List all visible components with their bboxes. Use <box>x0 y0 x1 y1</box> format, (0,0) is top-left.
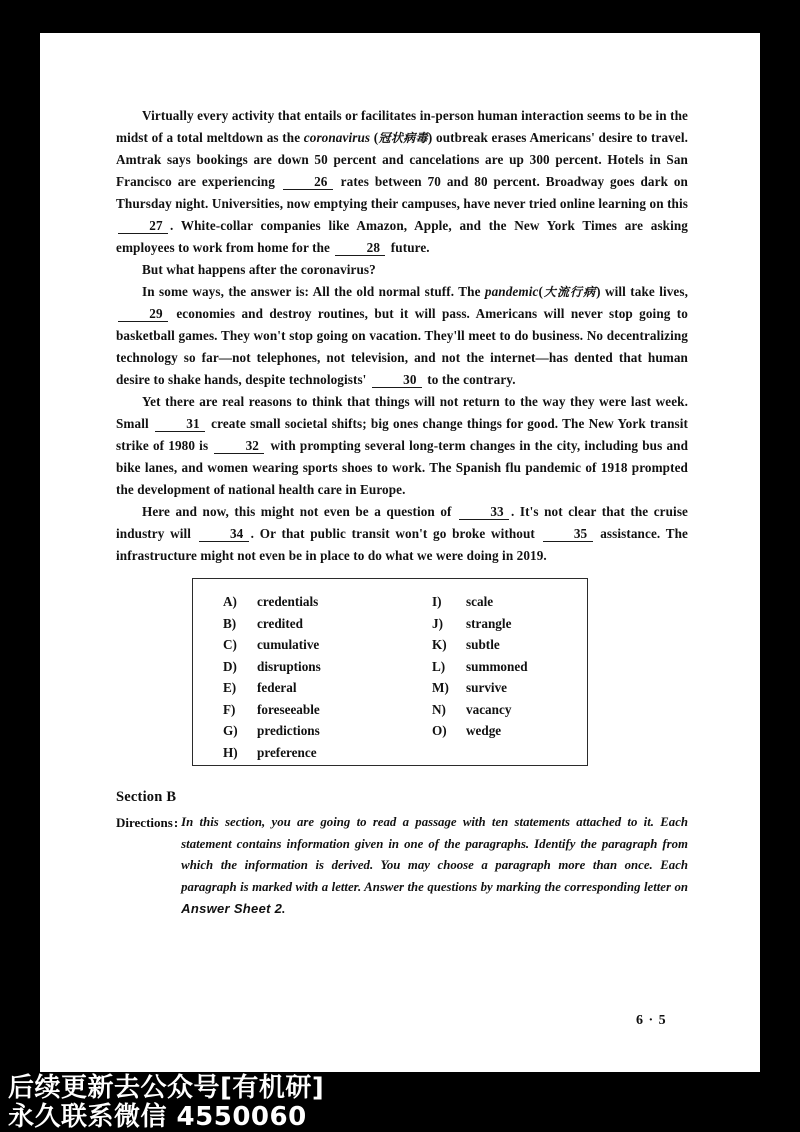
option-word: strangle <box>466 615 512 631</box>
option-word: credentials <box>257 594 319 609</box>
option-row[interactable] <box>223 656 390 678</box>
option-word: survive <box>466 680 508 695</box>
watermark-banner <box>0 1072 800 1132</box>
option-word: credited <box>257 615 303 631</box>
passage-text: Here and now, this might not even be a question of <box>142 504 458 519</box>
directions-text-before: In this section, you are going to read a passage with ten statements attached to it. Each statement contains information given in one of the paragraphs. Identify the paragraph from which the information is derived. You may choose a paragraph more than once. Each paragraph is marked with a letter. Answer the questions by marking the corresponding letter on <box>181 815 688 894</box>
passage-text: Virtually every activity that entails or facilitates in-person human interaction seems to be in the midst of a total meltdown as the <box>116 108 688 145</box>
directions-wrapper <box>116 812 688 921</box>
passage-text: economies and destroy routines, but it will pass. Americans will never stop going to basketball games. They won't stop going on vacation. They'll meet to do business. No decentralizing technology so far—not telephones, not television, and not the internet—has dented that human desire to shake hands, despite technologists' <box>116 306 688 387</box>
option-letter: D) <box>223 658 237 674</box>
option-letter: H) <box>223 744 238 760</box>
option-row[interactable] <box>223 720 390 742</box>
option-word: preference <box>257 744 317 760</box>
answer-blank-30[interactable]: 30 <box>372 372 422 388</box>
passage-text: rates between 70 and 80 percent. Broadway goes dark on Thursday night. Universities, now emptying their campuses, have never tried online learning on this <box>116 174 688 211</box>
directions-label: Directions <box>116 815 173 830</box>
passage-text: with prompting several long-term changes in the city, including bus and bike lanes, and women wearing sports shoes to work. The Spanish flu pandemic of 1918 prompted the development of national health care in Europe. <box>116 438 688 497</box>
answer-blank-34[interactable]: 34 <box>199 526 249 542</box>
directions-text-after: . <box>282 902 286 916</box>
option-letter: E) <box>223 680 237 695</box>
option-letter: A) <box>223 594 237 609</box>
passage-text: . Or that public transit won't go broke without <box>250 526 541 541</box>
passage-text: . It's not clear that the cruise industry will <box>116 504 688 541</box>
option-word: predictions <box>257 723 320 738</box>
option-letter: M) <box>432 680 449 695</box>
passage-text: ) outbreak erases Americans' desire to travel. Amtrak says bookings are down 50 percent and cancelations are up 300 percent. Hotels in San Francisco are experiencing <box>116 130 689 189</box>
chinese-gloss: 大流行病 <box>542 285 597 299</box>
option-row[interactable] <box>223 591 390 613</box>
italic-term: pandemic <box>484 284 539 299</box>
option-row[interactable] <box>432 591 587 613</box>
directions-colon: : <box>173 815 179 830</box>
option-word: subtle <box>466 637 500 652</box>
option-row[interactable] <box>432 656 587 678</box>
passage-paragraph <box>116 259 688 281</box>
answer-blank-28[interactable]: 28 <box>335 240 385 256</box>
option-word: cumulative <box>257 637 320 652</box>
passage-text: create small societal shifts; big ones change things for good. The New York transit strike of 1980 is <box>116 416 689 453</box>
option-letter: F) <box>223 701 236 717</box>
option-word: summoned <box>466 658 528 674</box>
option-word: vacancy <box>466 701 512 717</box>
word-bank-options-box <box>192 578 588 766</box>
option-row[interactable] <box>432 699 587 721</box>
passage-text: to the contrary. <box>423 372 516 387</box>
answer-blank-35[interactable]: 35 <box>543 526 593 542</box>
passage-text: ( <box>370 130 379 145</box>
passage-paragraph <box>116 281 688 391</box>
option-row[interactable] <box>432 613 587 635</box>
directions-body <box>181 812 688 921</box>
option-letter: B) <box>223 615 237 631</box>
passage-text: future. <box>387 240 430 255</box>
answer-blank-26[interactable]: 26 <box>283 174 333 190</box>
answer-blank-29[interactable]: 29 <box>118 306 168 322</box>
answer-sheet-label: Answer Sheet 2 <box>181 901 283 916</box>
passage-text: assistance. The infrastructure might not even be in place to do what we were doing in 2019. <box>116 526 688 563</box>
page-number: 6 · 5 <box>636 1013 667 1028</box>
answer-blank-33[interactable]: 33 <box>459 504 509 520</box>
option-letter: L) <box>432 658 446 674</box>
passage-text: ( <box>538 284 543 299</box>
passage-text: But what happens after the coronavirus? <box>142 262 376 277</box>
option-letter: N) <box>432 701 446 717</box>
answer-blank-31[interactable]: 31 <box>155 416 205 432</box>
option-letter: J) <box>432 615 443 631</box>
answer-blank-32[interactable]: 32 <box>214 438 264 454</box>
option-letter: K) <box>432 637 447 652</box>
section-b-block <box>116 789 688 921</box>
option-row[interactable] <box>432 634 587 656</box>
option-word: disruptions <box>257 658 321 674</box>
section-b-title: Section B <box>116 789 177 805</box>
chinese-gloss: 冠状病毒 <box>378 131 428 145</box>
option-word: scale <box>466 594 494 609</box>
watermark-line-2: 永久联系微信 4550060 <box>8 1102 307 1132</box>
option-row[interactable] <box>223 699 390 721</box>
passage-paragraph <box>116 105 688 259</box>
passage-text: In some ways, the answer is: All the old normal stuff. The <box>142 284 485 299</box>
option-row[interactable] <box>223 742 390 764</box>
options-right-column <box>390 591 587 763</box>
passage-text-column <box>116 105 688 567</box>
passage-paragraph <box>116 501 688 567</box>
option-word: federal <box>257 680 297 695</box>
italic-term: coronavirus <box>303 130 371 145</box>
passage-text: ) will take lives, <box>596 284 688 299</box>
option-row[interactable] <box>432 677 587 699</box>
scanned-page-sheet <box>40 33 760 1072</box>
passage-paragraph <box>116 391 688 501</box>
watermark-line-1: 后续更新去公众号[有机研] <box>8 1073 325 1103</box>
option-letter: C) <box>223 637 237 652</box>
option-letter: I) <box>432 594 442 609</box>
answer-blank-27[interactable]: 27 <box>118 218 168 234</box>
passage-text: Yet there are real reasons to think that things will not return to the way they were last week. Small <box>116 394 688 431</box>
option-row[interactable] <box>223 677 390 699</box>
option-word: foreseeable <box>257 701 320 717</box>
option-row[interactable] <box>223 634 390 656</box>
option-word: wedge <box>466 723 502 738</box>
options-left-column <box>193 591 390 763</box>
option-letter: G) <box>223 723 238 738</box>
option-row[interactable] <box>223 613 390 635</box>
option-row[interactable] <box>432 720 587 742</box>
passage-text: . White-collar companies like Amazon, Apple, and the New York Times are asking employees to work from home for the <box>116 218 688 255</box>
option-letter: O) <box>432 723 447 738</box>
